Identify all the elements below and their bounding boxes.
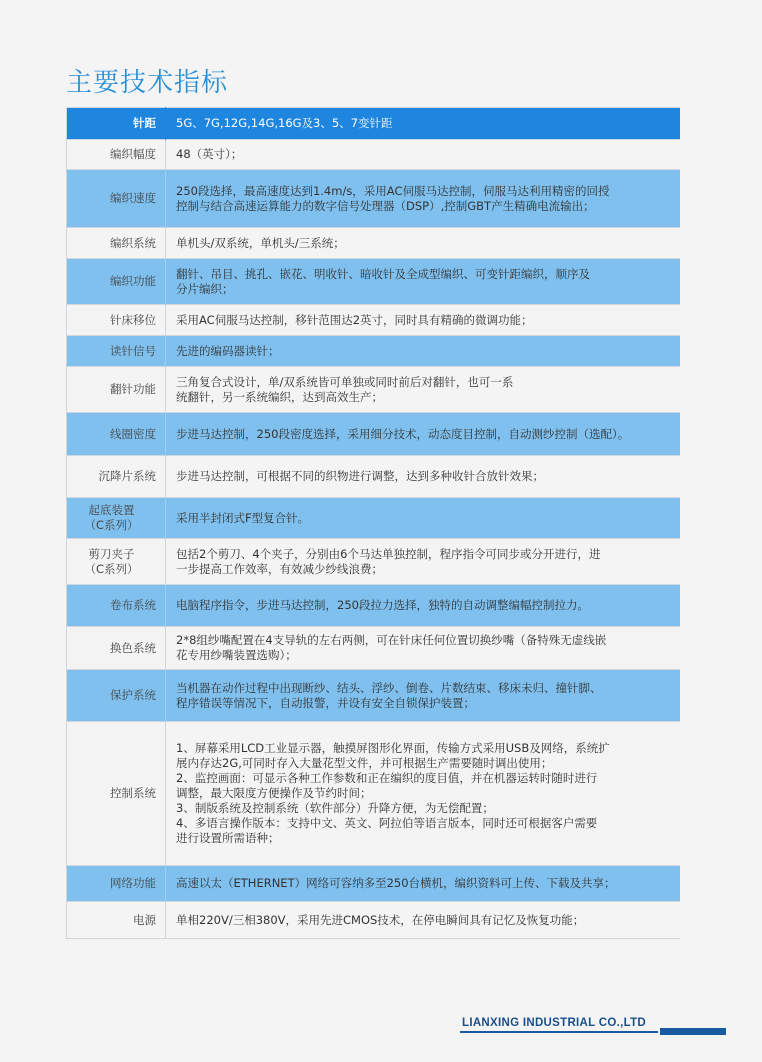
row-value: 1、屏幕采用LCD工业显示器，触摸屏图形化界面，传输方式采用USB及网络，系统扩 展内存达2G,可同时存入大量花型文件，并可根据生产需要随时调出使用； 2、监控画面：可显示各种工作参数和正在编织的度目值，并在机器运转时随时进行 调整，最大限度方便操作及节约时间； 3、制版系统及控制系统（软件部分）升降方便，为无偿配置； 4、多语言操作版本：支持中文、英文、阿拉伯等语言版本，同时还可根据客户需要 进行设置所需语种； [166, 722, 681, 866]
row-label: 控制系统 [67, 722, 166, 866]
page-title: 主要技术指标 [66, 68, 229, 98]
row-value: 单相220V/三相380V，采用先进CMOS技术，在停电瞬间具有记忆及恢复功能； [166, 902, 681, 939]
company-name: LIANXING INDUSTRIAL CO.,LTD [462, 1017, 647, 1029]
row-label: 针床移位 [67, 305, 166, 336]
row-label: 翻针功能 [67, 367, 166, 413]
row-value: 48（英寸）； [166, 140, 681, 170]
row-value: 包括2个剪刀、4个夹子，分别由6个马达单独控制，程序指令可同步或分开进行，进 一步提高工作效率，有效减少纱线浪费； [166, 539, 681, 585]
row-value: 翻针、吊目、挑孔、嵌花、明收针、暗收针及全成型编织、可变针距编织，顺序及 分片编织； [166, 259, 681, 305]
row-value: 5G、7G,12G,14G,16G及3、5、7变针距 [166, 108, 681, 140]
footer-accent-bar [660, 1028, 726, 1035]
row-value: 采用半封闭式F型复合针。 [166, 498, 681, 539]
row-label: 编织幅度 [67, 140, 166, 170]
row-label: 沉降片系统 [67, 456, 166, 498]
row-label: 保护系统 [67, 670, 166, 722]
table-row [67, 228, 681, 259]
row-value: 步进马达控制，250段密度选择，采用细分技术，动态度目控制，自动测纱控制（选配）。 [166, 413, 681, 456]
table-row [67, 413, 681, 456]
table-row [67, 722, 681, 866]
row-label: 起底装置 （C系列） [67, 498, 166, 539]
row-value: 步进马达控制，可根据不同的织物进行调整，达到多种收针合放针效果； [166, 456, 681, 498]
row-label: 卷布系统 [67, 585, 166, 627]
table-row [67, 539, 681, 585]
row-label: 编织系统 [67, 228, 166, 259]
row-label: 读针信号 [67, 336, 166, 367]
table-row [67, 456, 681, 498]
row-label: 换色系统 [67, 627, 166, 670]
row-label: 针距 [67, 108, 166, 140]
table-row [67, 170, 681, 228]
table-row [67, 585, 681, 627]
row-value: 先进的编码器读针； [166, 336, 681, 367]
table-row [67, 627, 681, 670]
table-row [67, 305, 681, 336]
row-value: 250段选择，最高速度达到1.4m/s，采用AC伺服马达控制，伺服马达利用精密的回授 控制与结合高速运算能力的数字信号处理器（DSP）,控制GBT产生精确电流输出； [166, 170, 681, 228]
row-value: 采用AC伺服马达控制，移针范围达2英寸，同时具有精确的微调功能； [166, 305, 681, 336]
table-row [67, 259, 681, 305]
table-row [67, 670, 681, 722]
table-row [67, 902, 681, 939]
footer-underline [460, 1031, 658, 1033]
table-row [67, 108, 681, 140]
row-label: 网络功能 [67, 866, 166, 902]
table-row [67, 367, 681, 413]
table-row [67, 140, 681, 170]
row-label: 剪刀夹子 （C系列） [67, 539, 166, 585]
row-value: 单机头/双系统，单机头/三系统； [166, 228, 681, 259]
row-label: 线圈密度 [67, 413, 166, 456]
row-value: 当机器在动作过程中出现断纱、结头、浮纱、倒卷、片数结束、移床未归、撞针脚、 程序错误等情况下，自动报警，并设有安全自锁保护装置； [166, 670, 681, 722]
row-value: 2*8组纱嘴配置在4支导轨的左右两侧，可在针床任何位置切换纱嘴（备特殊无虚线嵌 花专用纱嘴装置选购）； [166, 627, 681, 670]
table-row [67, 866, 681, 902]
row-value: 高速以太（ETHERNET）网络可容纳多至250台横机，编织资料可上传、下载及共享； [166, 866, 681, 902]
row-label: 编织功能 [67, 259, 166, 305]
row-label: 编织速度 [67, 170, 166, 228]
spec-table [66, 107, 680, 939]
row-label: 电源 [67, 902, 166, 939]
table-row [67, 498, 681, 539]
table-row [67, 336, 681, 367]
row-value: 电脑程序指令，步进马达控制，250段拉力选择，独特的自动调整编幅控制拉力。 [166, 585, 681, 627]
row-value: 三角复合式设计，单/双系统皆可单独或同时前后对翻针，也可一系 统翻针，另一系统编织，达到高效生产； [166, 367, 681, 413]
